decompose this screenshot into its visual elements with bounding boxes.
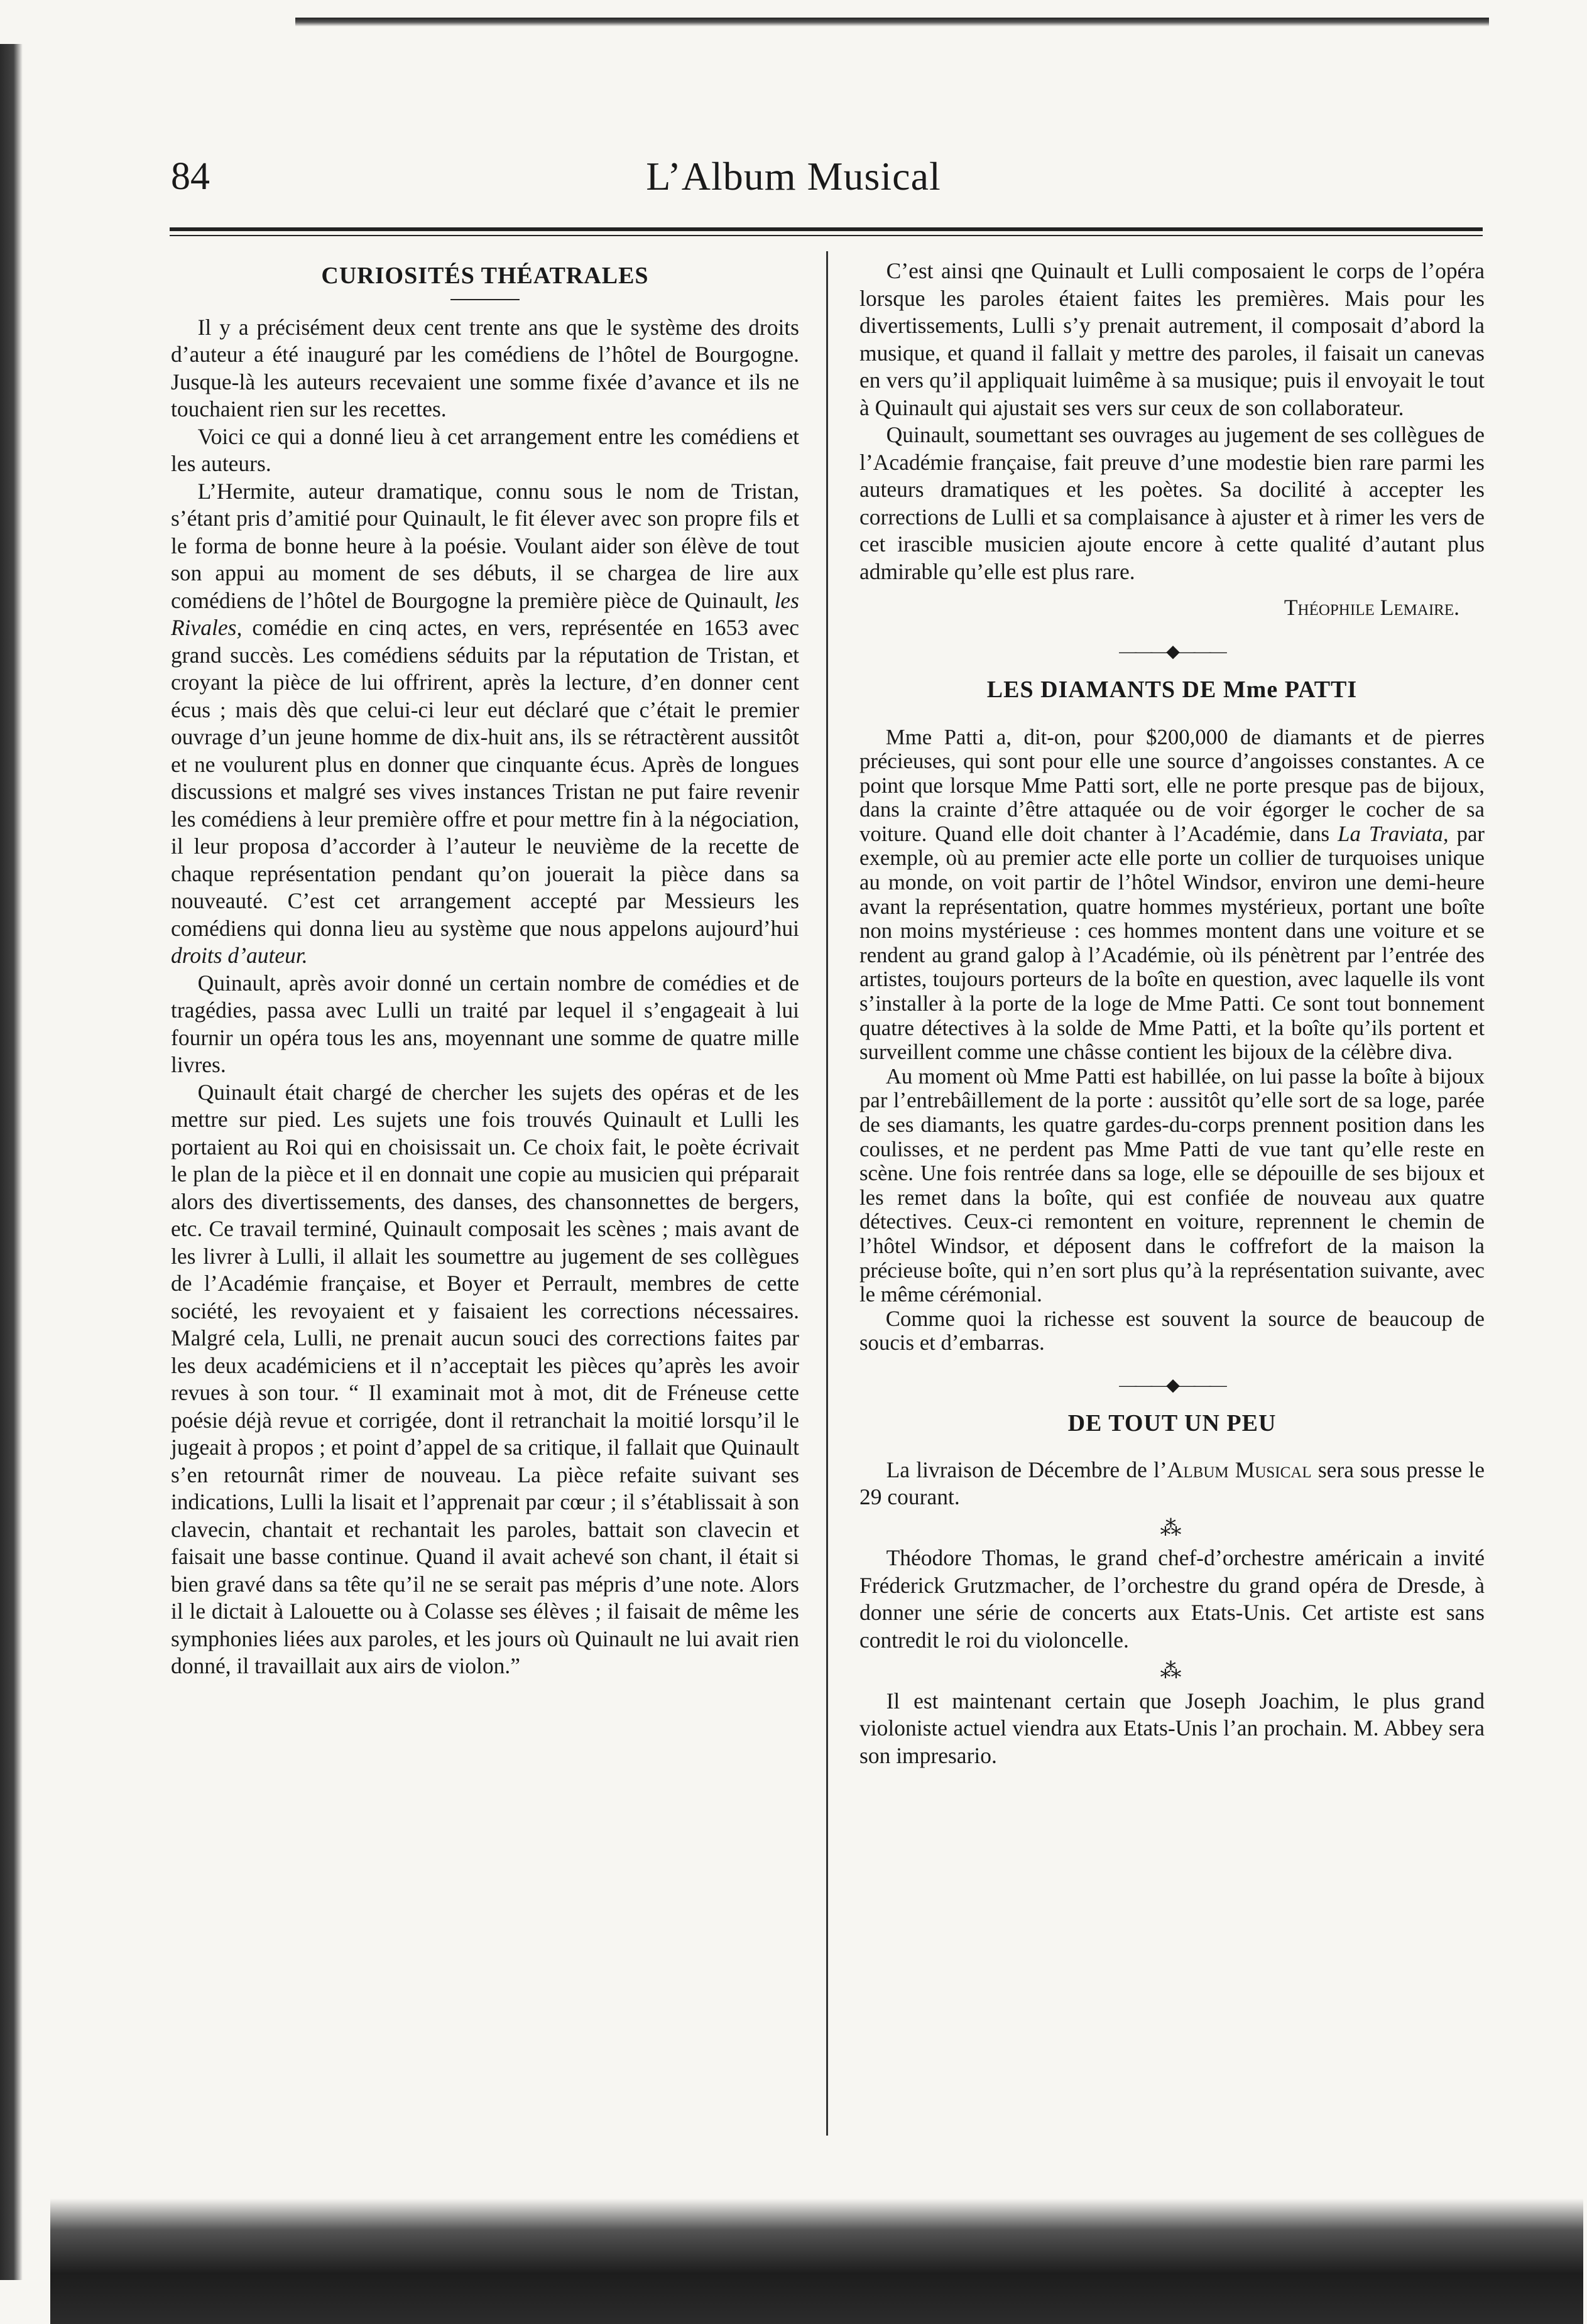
scan-shadow-top bbox=[295, 18, 1489, 26]
paragraph: Quinault, après avoir donné un certain nombre de comédies et de tragédies, passa avec Lulli un traité par lequel il s’engageait à lui fournir un opéra tous les ans, moyennant une somme de quatre mille livres. bbox=[171, 970, 799, 1077]
paragraph bbox=[859, 1457, 1485, 1511]
header-rule-thick bbox=[170, 227, 1483, 231]
journal-name: Album Musical bbox=[1167, 1457, 1312, 1482]
section-separator: ———◆——— bbox=[1119, 641, 1225, 661]
paragraph: Théodore Thomas, le grand chef-d’orchestre américain a invité Fréderick Grutzmacher, de l’orchestre du grand opéra de Dresde, à donner une série de concerts aux Etats-Unis. Cet artiste est sans contredit le roi du violoncelle. bbox=[859, 1545, 1485, 1653]
paragraph: Voici ce qui a donné lieu à cet arrangement entre les comédiens et les auteurs. bbox=[171, 423, 799, 476]
play-title: les Rivales, bbox=[171, 587, 799, 640]
article-title-curiosites: CURIOSITÉS THÉATRALES bbox=[321, 263, 649, 289]
right-column bbox=[859, 258, 1485, 1769]
paragraph bbox=[171, 478, 799, 970]
spacer bbox=[859, 704, 1485, 725]
paragraph: Comme quoi la richesse est souvent la source de beaucoup de soucis et d’embarras. bbox=[859, 1306, 1485, 1355]
author-signature: Théophile Lemaire. bbox=[1284, 595, 1459, 620]
page-number: 84 bbox=[171, 155, 210, 198]
paragraph bbox=[859, 725, 1485, 1065]
paragraph: Quinault, soumettant ses ouvrages au jugement de ses collègues de l’Académie française, fait preuve d’une modestie bien rare parmi les auteurs dramatiques et les poètes. Sa docilité à accepter les corrections de Lulli et sa complaisance à ajuster et à rimer les vers de cet irascible musicien ajoute encore à cette qualité d’autant plus admirable qu’elle est plus rare. bbox=[859, 422, 1485, 584]
text-run: par exemple, où au premier acte elle porte un collier de turquoises unique au monde, on voit partir de l’hôtel Windsor, environ une demi-heure avant la représentation, quatre hommes mystérieux, portant une boîte non moins mystérieuse : ces hommes montent dans une voiture et se rendent au grand galop à l’Académie, où ils pénètrent par l’entrée des artistes, toujours porteurs de la boîte en question, avec laquelle ils vont s’installer à la porte de la loge de Mme Patti. Ce sont tout bonnement quatre détectives à la solde de Mme Patti, et la boîte qu’ils portent et surveillent comme une châsse contient les bijoux de la célèbre diva. bbox=[859, 821, 1485, 1065]
text-run: sera sous presse le 29 courant. bbox=[859, 1457, 1485, 1510]
section-separator: ———◆——— bbox=[1119, 1375, 1225, 1395]
title-rule bbox=[450, 299, 520, 300]
scan-shadow-left bbox=[0, 44, 23, 2280]
text-run: La livraison de Décembre de l’ bbox=[886, 1457, 1167, 1482]
paragraph: Au moment où Mme Patti est habillée, on lui passe la boîte à bijoux par l’entrebâillement de la porte : aussitôt qu’elle sort de sa loge, parée de ses diamants, les quatre gardes-du-corps prennent position dans les coulisses, et ne perdent pas Mme Patti de vue tant qu’elle reste en scène. Une fois rentrée dans sa loge, elle se dépouille de ses bijoux et les remet dans la boîte, qui est confiée de nouveau aux quatre détectives. Ceux-ci remontent en voiture, reprennent le chemin de l’hôtel Windsor, et déposent dans le coffrefort de la maison la précieuse boîte, qui n’en sort plus qu’à la représentation suivante, avec le même cérémonial. bbox=[859, 1063, 1485, 1307]
asterism: ⁂ bbox=[1160, 1516, 1184, 1540]
diamants-body bbox=[859, 725, 1485, 1355]
text-run: Mme Patti a, dit-on, pour $200,000 de diamants et de pierres précieuses, qui sont pour elle une source d’angoisses constantes. A ce point que lorsque Mme Patti sort, elle ne porte presque pas de bijoux, dans la crainte d’être attaquée ou de voir égorger le cocher de sa voiture. Quand elle doit chanter à l’Académie, dans bbox=[859, 724, 1485, 846]
paragraph: Il est maintenant certain que Joseph Joachim, le plus grand violoniste actuel viendra aux Etats-Unis l’an prochain. M. Abbey sera son impresario. bbox=[859, 1688, 1485, 1768]
paragraph: Il y a précisément deux cent trente ans que le système des droits d’auteur a été inauguré par les comédiens de l’hôtel de Bourgogne. Jusque-là les auteurs recevaient une somme fixée d’avance et ils ne touchaient rien sur les recettes. bbox=[171, 314, 799, 421]
running-title: L’Album Musical bbox=[646, 154, 941, 198]
spacer bbox=[859, 1438, 1485, 1457]
scan-shadow-bottom bbox=[50, 2198, 1583, 2324]
article-title-de-tout-un-peu: DE TOUT UN PEU bbox=[1067, 1410, 1277, 1437]
text-run: comédie en cinq actes, en vers, représentée en 1653 avec grand succès. Les comédiens séduits par la réputation de Tristan, et croyant la pièce de lui offrirent, après la lecture, d’en donner cent écus ; mais dès que celui-ci leur eut déclaré que c’était le premier ouvrage d’un jeune homme de dix-huit ans, ils se rétractèrent aussitôt et ne voulurent plus en donner que cinquante écus. Après de longues discussions et malgré ses vives instances Tristan ne put faire revenir les comédiens à leur première offre et pour mettre fin à la négociation, il leur proposa d’accorder à l’auteur le neuvième de la recette de chaque représentation pendant qu’on jouerait la pièce dans sa nouveauté. C’est cet arrangement accepté par Messieurs les comédiens qui donna lieu au système que nous appelons aujourd’hui bbox=[171, 615, 800, 941]
paragraph: Quinault était chargé de chercher les sujets des opéras et de les mettre sur pied. Les sujets une fois trouvés Quinault et Lulli les portaient au Roi qui en choisissait un. Ce choix fait, le poète écrivait le plan de la pièce et il en donnait une copie au musicien qui préparait alors des divertissements, des danses, des chansonnettes de bergers, etc. Ce travail terminé, Quinault composait les scènes ; mais avant de les livrer à Lulli, il allait les soumettre au jugement de ses collègues de l’Académie française, et Boyer et Perrault, membres de cette société, les revoyaient et y faisaient les corrections nécessaires. Malgré cela, Lulli, ne prenait aucun souci des corrections faites par les deux académiciens et il n’acceptait les pièces qu’après les avoir revues à son tour. “ Il examinait mot à mot, dit de Fréneuse cette poésie déjà revue et corrigée, dont il retranchait la moitié lorsqu’il le jugeait à propos ; et point d’appel de sa critique, il fallait que Quinault s’en retournât rimer de nouveau. La pièce refaite suivant ses indications, Lulli la lisait et l’apprenait par cœur ; il s’établissait à son clavecin, chantait et rechantait les paroles, battait son clavecin et faisait une basse continue. Quand il avait achevé son chant, il était si bien gravé dans sa tête qu’il ne se serait pas mépris d’une note. Alors il le dictait à Lalouette ou à Colasse ses élèves ; il faisait de même les symphonies liées aux paroles, et les jours où Quinault ne lui avait rien donné, il travaillait aux airs de violon.” bbox=[171, 1079, 799, 1678]
term-emphasis: droits d’auteur. bbox=[171, 943, 308, 968]
asterism: ⁂ bbox=[1160, 1659, 1184, 1683]
left-column bbox=[171, 258, 799, 1680]
text-run: L’Hermite, auteur dramatique, connu sous le nom de Tristan, s’étant pris d’amitié pour Quinault, le fit élever avec son propre fils et le forma de bonne heure à la poésie. Voulant aider son élève de tout son appui au moment de ses débuts, il se chargea de lire aux comédiens de l’hôtel de Bourgogne la première pièce de Quinault, bbox=[171, 478, 799, 613]
header-rule-thin bbox=[170, 235, 1483, 236]
paragraph: C’est ainsi qne Quinault et Lulli composaient le corps de l’opéra lorsque les paroles étaient faites les premières. Mais pour les divertissements, Lulli s’y prenait autrement, il composait d’abord la musique, et quand il fallait y mettre des paroles, il faisait un canevas en vers qu’il appliquait luimême à sa musique; puis il envoyait le tout à Quinault qui ajustait ses vers sur ceux de son collaborateur. bbox=[859, 258, 1485, 420]
article-title-diamants: LES DIAMANTS DE Mme PATTI bbox=[986, 676, 1358, 703]
opera-title: La Traviata, bbox=[1338, 821, 1449, 846]
column-divider bbox=[826, 251, 828, 2136]
